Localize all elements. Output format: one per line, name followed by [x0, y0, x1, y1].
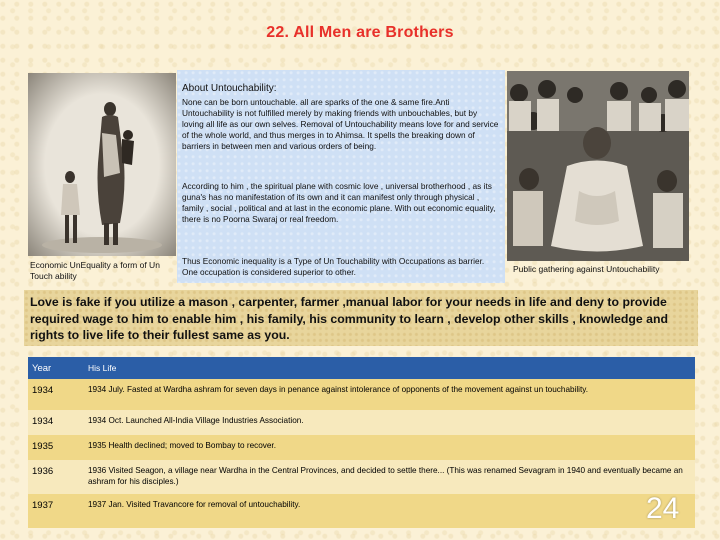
about-heading: About Untouchability: [182, 83, 277, 94]
row-year: 1934 [28, 379, 81, 410]
header-year: Year [28, 357, 81, 379]
table-row [28, 435, 695, 460]
row-year: 1936 [28, 460, 81, 494]
family-photo [28, 73, 176, 256]
slide-title: 22. All Men are Brothers [266, 24, 454, 41]
row-event: 1936 Visited Seagon, a village near Wardha in the Central Provinces, and decided to settle there... (This was renamed Sevagram in 1940 and eventually became an ashram for his disciples.) [81, 460, 695, 494]
row-year: 1934 [28, 410, 81, 435]
row-year: 1935 [28, 435, 81, 460]
table-row [28, 410, 695, 435]
gathering-photo [507, 71, 689, 261]
row-event: 1937 Jan. Visited Travancore for removal of untouchability. [81, 494, 695, 528]
header-his-life: His Life [81, 357, 695, 379]
life-timeline-table [28, 357, 695, 528]
family-photo-illustration [28, 73, 176, 256]
row-event: 1934 Oct. Launched All-India Village Industries Association. [81, 410, 695, 435]
table-row [28, 494, 695, 528]
row-year: 1937 [28, 494, 81, 528]
about-paragraph-1: None can be born untouchable. all are sparks of the one & same fire.Anti Untouchability is not fulfilled merely by making friends with unbouchables, but by loving all life as our own selves. Removal of Untouchability means love for and service of the whole world, and thus merges in to Ahimsa. It spells the breaking down of barriers in between men and various orders of being. [182, 97, 499, 151]
page-number: 24 [646, 492, 680, 525]
gathering-photo-illustration [507, 71, 689, 261]
gathering-photo-caption: Public gathering against Untouchability [513, 264, 660, 274]
row-event: 1935 Health declined; moved to Bombay to recover. [81, 435, 695, 460]
highlight-statement: Love is fake if you utilize a mason , carpenter, farmer ,manual labor for your needs in life and deny to provide required wage to him to enable him , his family, his community to learn , develop other skills , knowledge and rights to live life to their fullest same as you. [30, 295, 668, 342]
about-paragraph-2: According to him , the spiritual plane with cosmic love , universal brotherhood , as its guna's has no manifestation of its own and it can manifest only through physical , family , social , political and at last in the economic plane. With out economic equality, there is no Poorna Swaraj or real freedom. [182, 181, 496, 224]
family-photo-caption: Economic UnEquality a form of Un Touch ability [30, 260, 160, 281]
table-header-row [28, 357, 695, 379]
about-paragraph-3: Thus Economic inequality is a Type of Un Touchability with Occupations as barrier. One occupation is considered superior to other. [182, 256, 485, 277]
table-row [28, 379, 695, 410]
row-event: 1934 July. Fasted at Wardha ashram for seven days in penance against intolerance of opponents of the movement against un touchability. [81, 379, 695, 410]
table-row [28, 460, 695, 494]
